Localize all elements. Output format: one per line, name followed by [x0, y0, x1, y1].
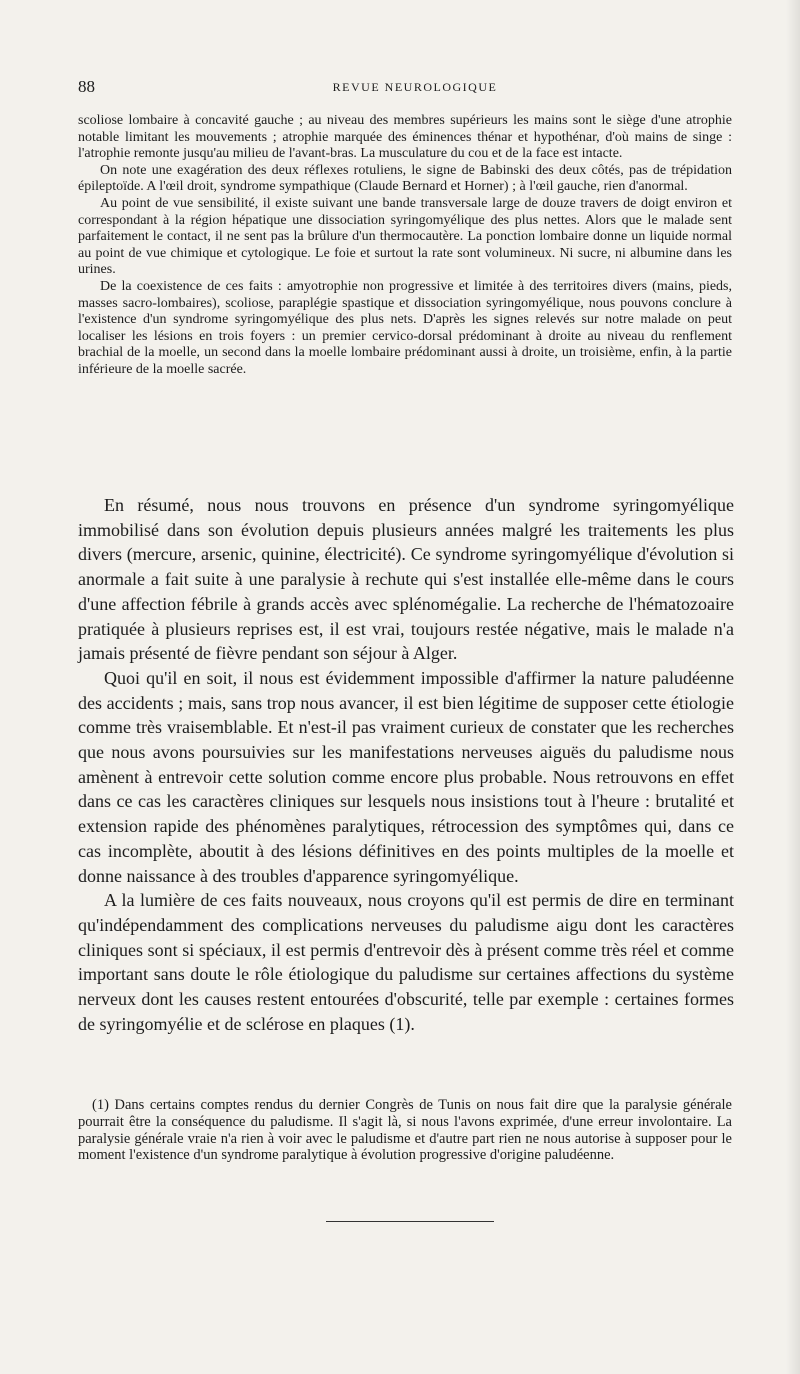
small-paragraph: De la coexistence de ces faits : amyotrophie non progressive et limitée à des territoires divers (mains, pieds, masses sacro-lombaires), scoliose, paraplégie spastique et dissociation syringomyélique, nous pouvons conclure à l'existence d'un syndrome syringomyélique des plus nets. D'après les signes relevés sur notre malade on peut localiser les lésions en trois foyers : un premier cervico-dorsal prédominant à droite au niveau du renflement brachial de la moelle, un second dans la moelle lombaire prédominant aussi à droite, un troisième, enfin, à la partie inférieure de la moelle sacrée.	[78, 278, 732, 377]
body-paragraph: Quoi qu'il en soit, il nous est évidemment impossible d'affirmer la nature paludéenne des accidents ; mais, sans trop nous avancer, il est bien légitime de supposer cette étiologie comme très vraisemblable. Et n'est-il pas vraiment curieux de constater que les recherches que nous avons poursuivies sur les manifestations nerveuses aiguës du paludisme nous amènent à entrevoir cette solution comme encore plus probable. Nous retrouvons en effet dans ce cas les caractères cliniques sur lesquels nous insistions tout à l'heure : brutalité et extension rapide des phénomènes paralytiques, rétrocession des symptômes qui, dans ce cas incomplète, aboutit à des lésions définitives en des points multiples de la moelle et donne naissance à des troubles d'apparence syringomyélique.	[78, 667, 734, 886]
case-report-small-text	[78, 113, 732, 379]
end-rule-divider	[326, 1221, 494, 1222]
small-paragraph: scoliose lombaire à concavité gauche ; au niveau des membres supérieurs les mains sont le siège d'une atrophie notable limitant les mouvements ; atrophie marquée des éminences thénar et hypothénar, d'où mains de singe : l'atrophie remonte jusqu'au milieu de l'avant-bras. La musculature du cou et de la face est intacte.	[78, 113, 732, 162]
footnote	[78, 1097, 732, 1164]
main-body-text	[78, 493, 734, 1036]
footnote-text: (1) Dans certains comptes rendus du dernier Congrès de Tunis on nous fait dire que la paralysie générale pourrait être la conséquence du paludisme. Il s'agit là, si nous l'avons exprimée, d'une erreur involontaire. La paralysie générale vraie n'a rien à voir avec le paludisme et d'autre part rien ne nous autorise à supposer pour le moment l'existence d'un syndrome paralytique à évolution progressive d'origine paludéenne.	[78, 1097, 732, 1164]
page-edge-shadow	[786, 0, 800, 1374]
running-title: REVUE NEUROLOGIQUE	[332, 80, 498, 94]
small-paragraph: On note une exagération des deux réflexes rotuliens, le signe de Babinski des deux côtés, pas de trépidation épileptoïde. A l'œil droit, syndrome sympathique (Claude Bernard et Horner) ; à l'œil gauche, rien d'anormal.	[78, 162, 732, 195]
body-paragraph: A la lumière de ces faits nouveaux, nous croyons qu'il est permis de dire en terminant qu'indépendamment des complications nerveuses du paludisme aigu dont les caractères cliniques sont si spéciaux, il est permis d'entrevoir dès à présent comme très réel et comme important sans doute le rôle étiologique du paludisme sur certaines affections du système nerveux dont les causes restent entourées d'obscurité, telle par exemple : certaines formes de syringomyélie et de sclérose en plaques (1).	[78, 890, 734, 1034]
page-number: 88	[78, 77, 95, 96]
small-paragraph: Au point de vue sensibilité, il existe suivant une bande transversale large de douze travers de doigt environ et correspondant à la région hépatique une dissociation syringomyélique des plus nettes. Alors que le malade sent parfaitement le contact, il ne sent pas la brûlure d'un thermocautère. La ponction lombaire donne un liquide normal au point de vue chimique et cytologique. Le foie et surtout la rate sont volumineux. Ni sucre, ni albumine dans les urines.	[78, 195, 732, 278]
body-paragraph: En résumé, nous nous trouvons en présence d'un syndrome syringomyélique immobilisé dans son évolution depuis plusieurs années malgré les traitements les plus divers (mercure, arsenic, quinine, électricité). Ce syndrome syringomyélique d'évolution si anormale a fait suite à une paralysie à rechute qui s'est installée elle-même dans le cours d'une affection fébrile à grands accès avec splénomégalie. La recherche de l'hématozoaire pratiquée à plusieurs reprises est, il est vrai, toujours restée négative, mais le malade n'a jamais présenté de fièvre pendant son séjour à Alger.	[78, 495, 734, 664]
